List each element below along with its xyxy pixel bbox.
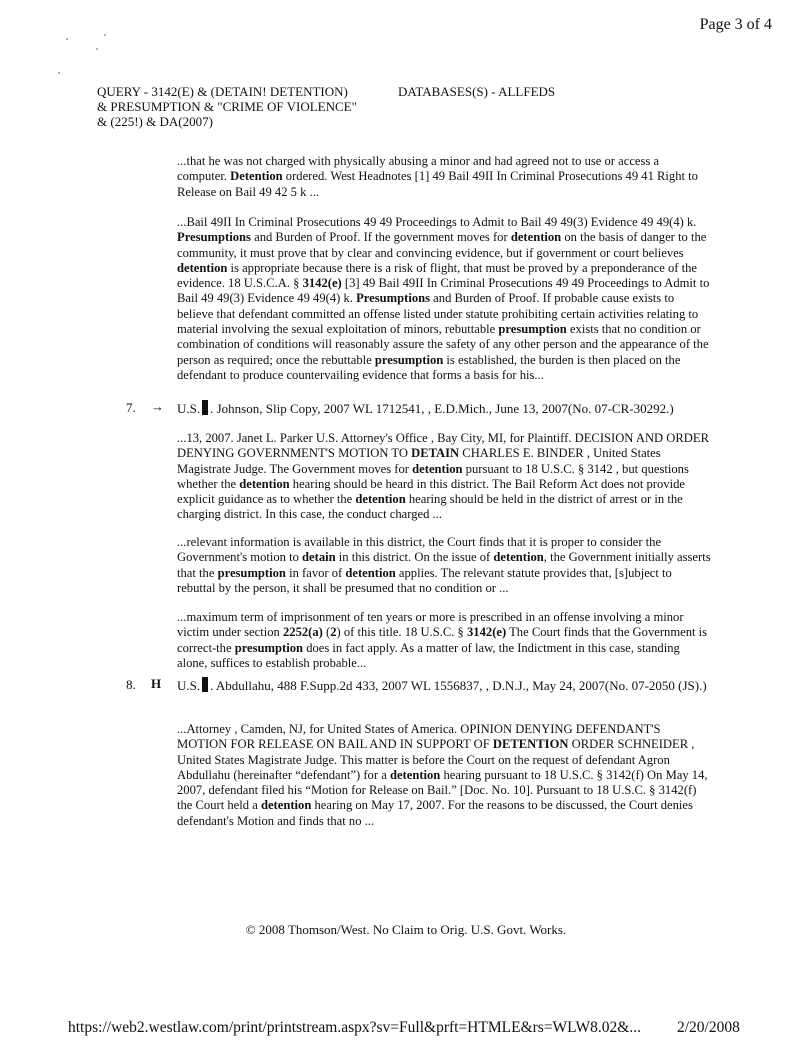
footer-url[interactable]: https://web2.westlaw.com/print/printstream.aspx?sv=Full&prft=HTMLE&rs=WLW8.02&... xyxy=(68,1019,641,1036)
citation-text: . Abdullahu, 488 F.Supp.2d 433, 2007 WL 1556837, , D.N.J., May 24, 2007(No. 07-2050 (JS).) xyxy=(210,678,707,693)
result-number-8: 8. xyxy=(126,677,136,692)
query-line: QUERY - 3142(E) & (DETAIN! DETENTION) xyxy=(97,84,348,99)
result-8-excerpt-1: ...Attorney , Camden, NJ, for United States of America. OPINION DENYING DEFENDANT'S MOTION FOR RELEASE ON BAIL AND IN SUPPORT OF DETENTION ORDER SCHNEIDER , United States Magistrate Judge. This matter is before the Court on the request of defendant Agron Abdullahu (hereinafter “defendant”) for a detention hearing pursuant to 18 U.S.C. § 3142(f) On May 14, 2007, defendant filed his “Motion for Release on Bail.” [Doc. No. 10]. Pursuant to 18 U.S.C. § 3142(f) the Court held a detention hearing on May 17, 2007. For the reasons to be discussed, the Court denies defendant's Motion and finds that no ... xyxy=(177,722,708,828)
copyright-notice: © 2008 Thomson/West. No Claim to Orig. U.S. Govt. Works. xyxy=(245,922,567,937)
result-7-excerpt-1: ...13, 2007. Janet L. Parker U.S. Attorney's Office , Bay City, MI, for Plaintiff. DECISION AND ORDER DENYING GOVERNMENT'S MOTION TO DETAIN CHARLES E. BINDER , United States Magistrate Judge. The Government moves for detention pursuant to 18 U.S.C. § 3142 , but questions whether the detention hearing should be heard in this district. The Bail Reform Act does not provide explicit guidance as to whether the detention hearing should be held in the district of arrest or in the charging district. In this case, the conduct charged ... xyxy=(177,431,709,522)
result-7-excerpt-2: ...relevant information is available in this district, the Court finds that it is proper to consider the Government's motion to detain in this district. On the issue of detention, the Government initially asserts that the presumption in favor of detention applies. The relevant statute provides that, [s]ubject to rebuttal by the person, it shall be presumed that no condition or ... xyxy=(177,535,711,595)
result-6-excerpt-2: ...Bail 49II In Criminal Prosecutions 49 49 Proceedings to Admit to Bail 49 49(3) Evidence 49 49(4) k. Presumptions and Burden of Proof. If the government moves for detention on the basis of danger to the community, it must prove that by clear and convincing evidence, but if government or court believes detention is appropriate because there is a risk of flight, that must be proved by a preponderance of the evidence. 18 U.S.C.A. § 3142(e) [3] 49 Bail 49II In Criminal Prosecutions 49 49 Proceedings to Admit to Bail 49 49(3) Evidence 49 49(4) k. Presumptions and Burden of Proof. If probable cause exists to believe that defendant committed an offense listed under statute prohibiting certain activities relating to material involving the sexual exploitation of minors, rebuttable presumption exists that no condition or combination of conditions will reasonably assure the safety of any other person and the appearance of the person as required; once the rebuttable presumption is established, the burden is then placed on the defendant to produce countervailing evidence that forms a basis for his... xyxy=(177,215,710,382)
keycite-flag-icon[interactable]: → xyxy=(151,399,164,414)
scan-speck xyxy=(96,48,98,50)
result-number-7: 7. xyxy=(126,400,136,415)
result-7-excerpt-3: ...maximum term of imprisonment of ten years or more is prescribed in an offense involving a minor victim under section 2252(a) (2) of this title. 18 U.S.C. § 3142(e) The Court finds that the Government is correct-the presumption does in fact apply. As a matter of law, the Indictment in this case, standing alone, suffices to establish probable... xyxy=(177,610,708,670)
citation-prefix: U.S. xyxy=(177,401,201,416)
page-number: Page 3 of 4 xyxy=(699,16,772,33)
history-flag-icon[interactable]: H xyxy=(151,676,162,691)
query-line: & PRESUMPTION & "CRIME OF VIOLENCE" xyxy=(97,99,357,114)
footer-date: 2/20/2008 xyxy=(677,1019,740,1036)
citation-prefix: U.S. xyxy=(177,678,201,693)
result-6-excerpt-1: ...that he was not charged with physically abusing a minor and had agreed not to use or access a computer. Detention ordered. West Headnotes [1] 49 Bail 49II In Criminal Prosecutions 49 41 Right to Release on Bail 49 42 5 k ... xyxy=(177,154,698,199)
scan-speck xyxy=(104,34,106,36)
redaction-bar xyxy=(202,400,208,415)
databases-label: DATABASES(S) - ALLFEDS xyxy=(398,84,556,99)
citation-text: . Johnson, Slip Copy, 2007 WL 1712541, , E.D.Mich., June 13, 2007(No. 07-CR-30292.) xyxy=(210,401,674,416)
scan-speck xyxy=(58,72,60,74)
result-citation-7[interactable] xyxy=(177,400,717,417)
result-citation-8[interactable] xyxy=(177,677,717,694)
redaction-bar xyxy=(202,677,208,692)
query-text xyxy=(97,84,387,129)
scan-speck xyxy=(66,38,68,40)
query-line: & (225!) & DA(2007) xyxy=(97,114,213,129)
